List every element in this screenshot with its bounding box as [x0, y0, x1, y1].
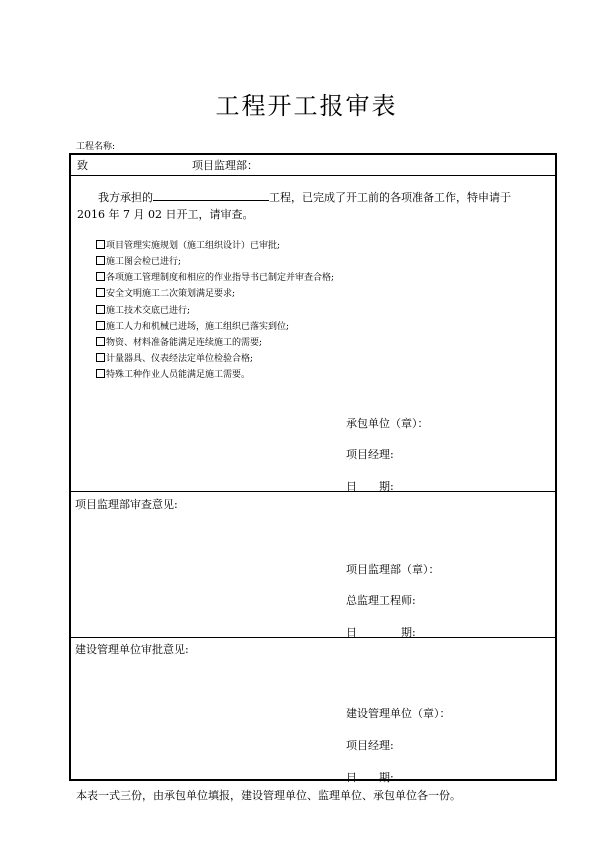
start-date-line: 2016 年 7 月 02 日开工，请审查。 — [77, 208, 254, 221]
checkbox[interactable] — [96, 272, 105, 281]
checklist-item: 项目管理实施规划（施工组织设计）已审批; — [96, 238, 280, 251]
project-blank — [153, 189, 269, 201]
checkbox[interactable] — [96, 256, 105, 265]
checkbox[interactable] — [96, 337, 105, 346]
checklist-item: 各项施工管理制度和相应的作业指导书已制定并审查合格; — [96, 270, 334, 283]
checkbox[interactable] — [96, 369, 105, 378]
footer-note: 本表一式三份，由承包单位填报，建设管理单位、监理单位、承包单位各一份。 — [76, 789, 461, 802]
checklist-item: 施工图会检已进行; — [96, 254, 181, 267]
approval-opinion-heading: 建设管理单位审批意见: — [75, 643, 189, 656]
supervision-dept-seal-label: 项目监理部（章）： — [346, 563, 440, 576]
checkbox[interactable] — [96, 305, 105, 314]
checklist-item: 施工人力和机械已进场，施工组织已落实到位; — [96, 319, 289, 332]
supervision-opinion-heading: 项目监理部审查意见: — [75, 498, 178, 511]
chief-engineer-label: 总监理工程师: — [346, 594, 416, 607]
date-label: 日 期: — [346, 626, 416, 639]
body-suffix: 工程，已完成了开工前的各项准备工作，特申请于 — [269, 191, 511, 204]
form-title: 工程开工报审表 — [215, 92, 398, 120]
checkbox[interactable] — [96, 321, 105, 330]
contractor-seal-label: 承包单位（章）： — [346, 417, 429, 430]
divider-header — [71, 175, 555, 176]
to-label: 致 — [77, 159, 88, 172]
checklist-item: 施工技术交底已进行; — [96, 303, 190, 316]
checkbox[interactable] — [96, 353, 105, 362]
date-label: 日 期: — [346, 771, 394, 784]
checklist-item: 计量器具、仪表经法定单位检验合格; — [96, 351, 253, 364]
checklist-item: 物资、材料准备能满足连续施工的需要; — [96, 335, 262, 348]
checkbox[interactable] — [96, 288, 105, 297]
project-manager-label: 项目经理: — [346, 739, 394, 752]
construction-unit-seal-label: 建设管理单位（章）： — [346, 707, 451, 720]
project-manager-label: 项目经理: — [346, 448, 394, 461]
checklist-item: 特殊工种作业人员能满足施工需要。 — [96, 367, 250, 380]
checkbox[interactable] — [96, 240, 105, 249]
body-prefix: 我方承担的 — [98, 191, 153, 204]
date-label: 日 期: — [346, 480, 394, 493]
divider-section1 — [71, 491, 555, 492]
supervisor-label: 项目监理部： — [192, 159, 258, 172]
divider-section2 — [71, 637, 555, 638]
application-body — [98, 189, 511, 205]
project-name-label: 工程名称: — [76, 142, 116, 152]
checklist-item: 安全文明施工二次策划满足要求; — [96, 286, 235, 299]
